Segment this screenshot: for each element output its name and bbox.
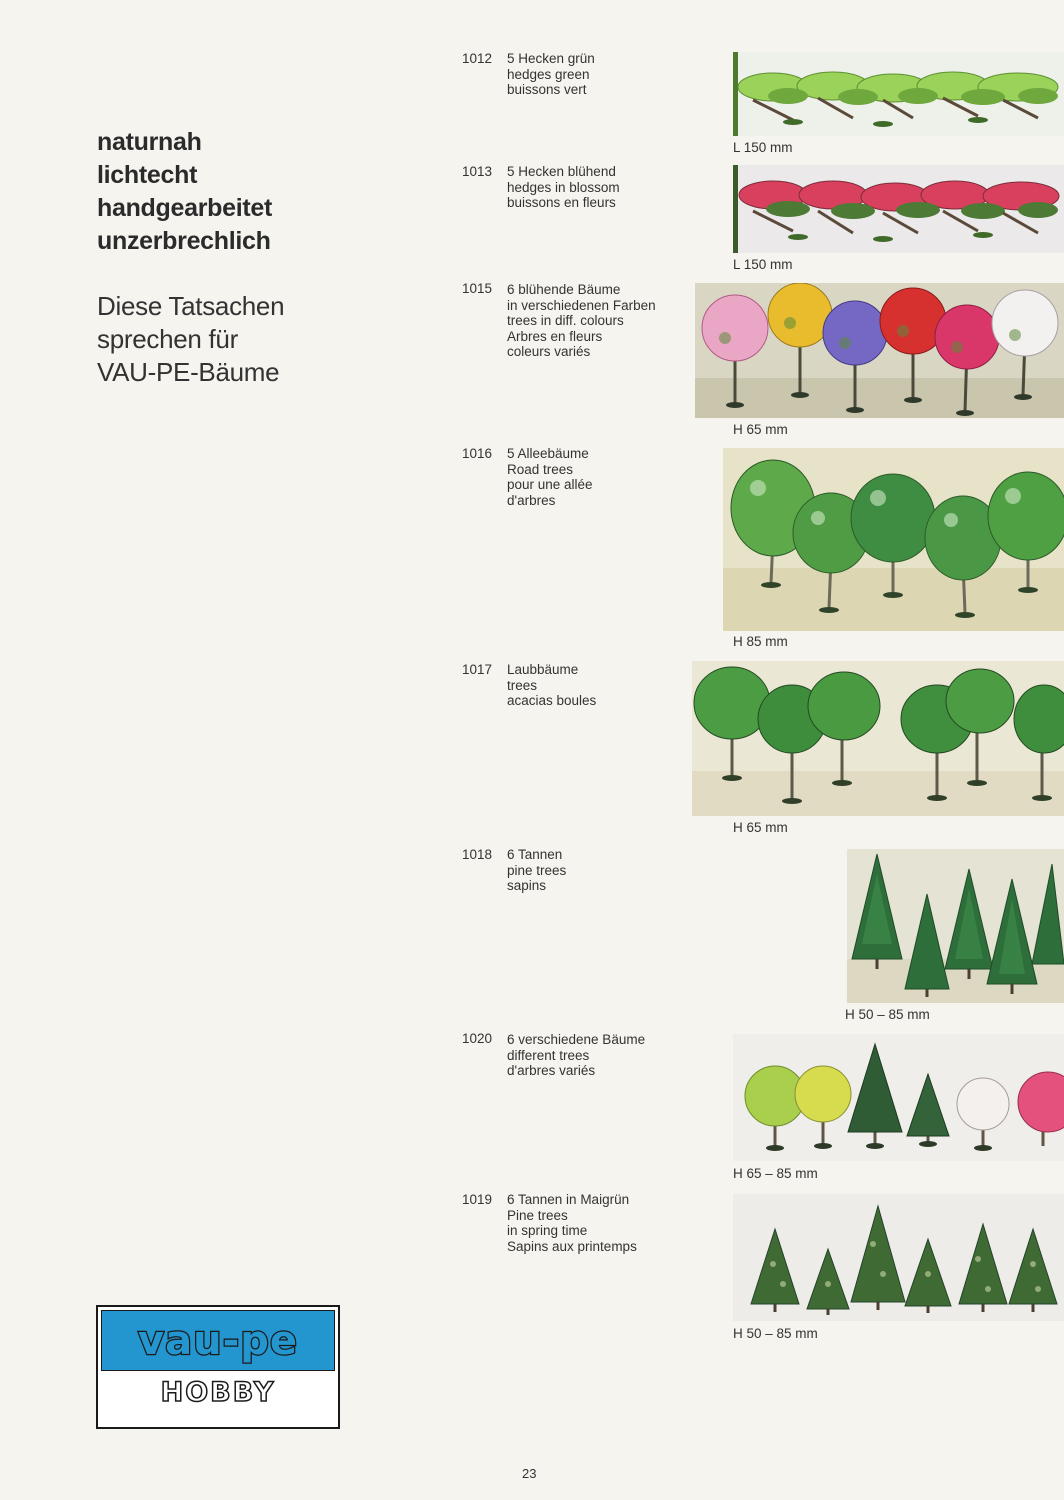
item-description: [507, 662, 596, 709]
tagline: [97, 126, 272, 258]
spring-pine-trees-photo: [733, 1194, 1064, 1321]
description-line: Road trees: [507, 461, 574, 477]
description-line: pour une allée: [507, 477, 593, 492]
pine-trees-photo: [847, 849, 1064, 1003]
description-line: trees in diff. colours: [507, 313, 624, 328]
description-line: different trees: [507, 1047, 590, 1063]
description-line: Arbres en fleurs: [507, 328, 603, 344]
claim: [97, 290, 284, 389]
item-dimension: H 85 mm: [733, 634, 788, 649]
item-dimension: H 65 mm: [733, 422, 788, 437]
item-dimension: L 150 mm: [733, 257, 793, 272]
description-line: 5 Hecken grün: [507, 51, 595, 66]
item-description: [507, 847, 566, 894]
claim-line: sprechen für: [97, 324, 238, 354]
item-number: 1012: [462, 51, 493, 66]
description-line: 6 Tannen in Maigrün: [507, 1192, 630, 1207]
item-description: [507, 51, 595, 98]
description-line: d'arbres: [507, 492, 556, 508]
page-number: 23: [522, 1466, 537, 1481]
description-line: trees: [507, 677, 538, 693]
item-number: 1020: [462, 1031, 493, 1046]
description-line: 6 Tannen: [507, 847, 563, 862]
logo-subtitle: HOBBY: [160, 1377, 276, 1408]
description-line: sapins: [507, 878, 547, 893]
description-line: 6 verschiedene Bäume: [507, 1032, 646, 1047]
item-description: [507, 446, 593, 508]
claim-line: VAU-PE-Bäume: [97, 357, 280, 387]
description-line: 5 Hecken blühend: [507, 164, 616, 179]
description-line: buissons vert: [507, 82, 587, 97]
item-number: 1017: [462, 662, 493, 677]
description-line: hedges in blossom: [507, 179, 620, 195]
description-line: d'arbres variés: [507, 1063, 596, 1078]
description-line: acacias boules: [507, 693, 597, 708]
item-number: 1015: [462, 281, 493, 296]
item-number: 1018: [462, 847, 493, 862]
item-dimension: H 65 – 85 mm: [733, 1166, 818, 1181]
description-line: pine trees: [507, 862, 567, 878]
item-description: [507, 282, 656, 360]
logo-brand-panel: [101, 1310, 335, 1371]
flowering-trees-photo: [695, 283, 1064, 418]
description-line: 6 blühende Bäume: [507, 282, 621, 297]
vau-pe-logo: [96, 1305, 340, 1429]
item-dimension: H 65 mm: [733, 820, 788, 835]
tagline-line: lichtecht: [97, 161, 198, 189]
road-trees-photo: [723, 448, 1064, 631]
deciduous-trees-photo: [692, 661, 1064, 816]
description-line: hedges green: [507, 66, 590, 82]
flowering-hedges-photo: [733, 165, 1064, 253]
item-number: 1016: [462, 446, 493, 461]
description-line: in verschiedenen Farben: [507, 297, 656, 313]
description-line: Sapins aux printemps: [507, 1238, 637, 1254]
tagline-line: unzerbrechlich: [97, 227, 271, 255]
green-hedges-photo: [733, 52, 1064, 136]
description-line: 5 Alleebäume: [507, 446, 589, 461]
item-number: 1013: [462, 164, 493, 179]
item-description: [507, 164, 620, 211]
item-dimension: H 50 – 85 mm: [733, 1326, 818, 1341]
assorted-trees-photo: [733, 1034, 1064, 1161]
description-line: buissons en fleurs: [507, 195, 616, 210]
item-description: [507, 1032, 645, 1079]
tagline-line: naturnah: [97, 128, 202, 156]
description-line: Laubbäume: [507, 662, 579, 677]
tagline-line: handgearbeitet: [97, 194, 272, 222]
description-line: in spring time: [507, 1223, 588, 1238]
logo-brand: vau-pe: [138, 1317, 298, 1364]
item-description: [507, 1192, 637, 1254]
claim-line: Diese Tatsachen: [97, 291, 285, 321]
item-number: 1019: [462, 1192, 493, 1207]
item-dimension: L 150 mm: [733, 140, 793, 155]
description-line: coleurs variés: [507, 344, 591, 359]
item-dimension: H 50 – 85 mm: [845, 1007, 930, 1022]
description-line: Pine trees: [507, 1207, 568, 1223]
